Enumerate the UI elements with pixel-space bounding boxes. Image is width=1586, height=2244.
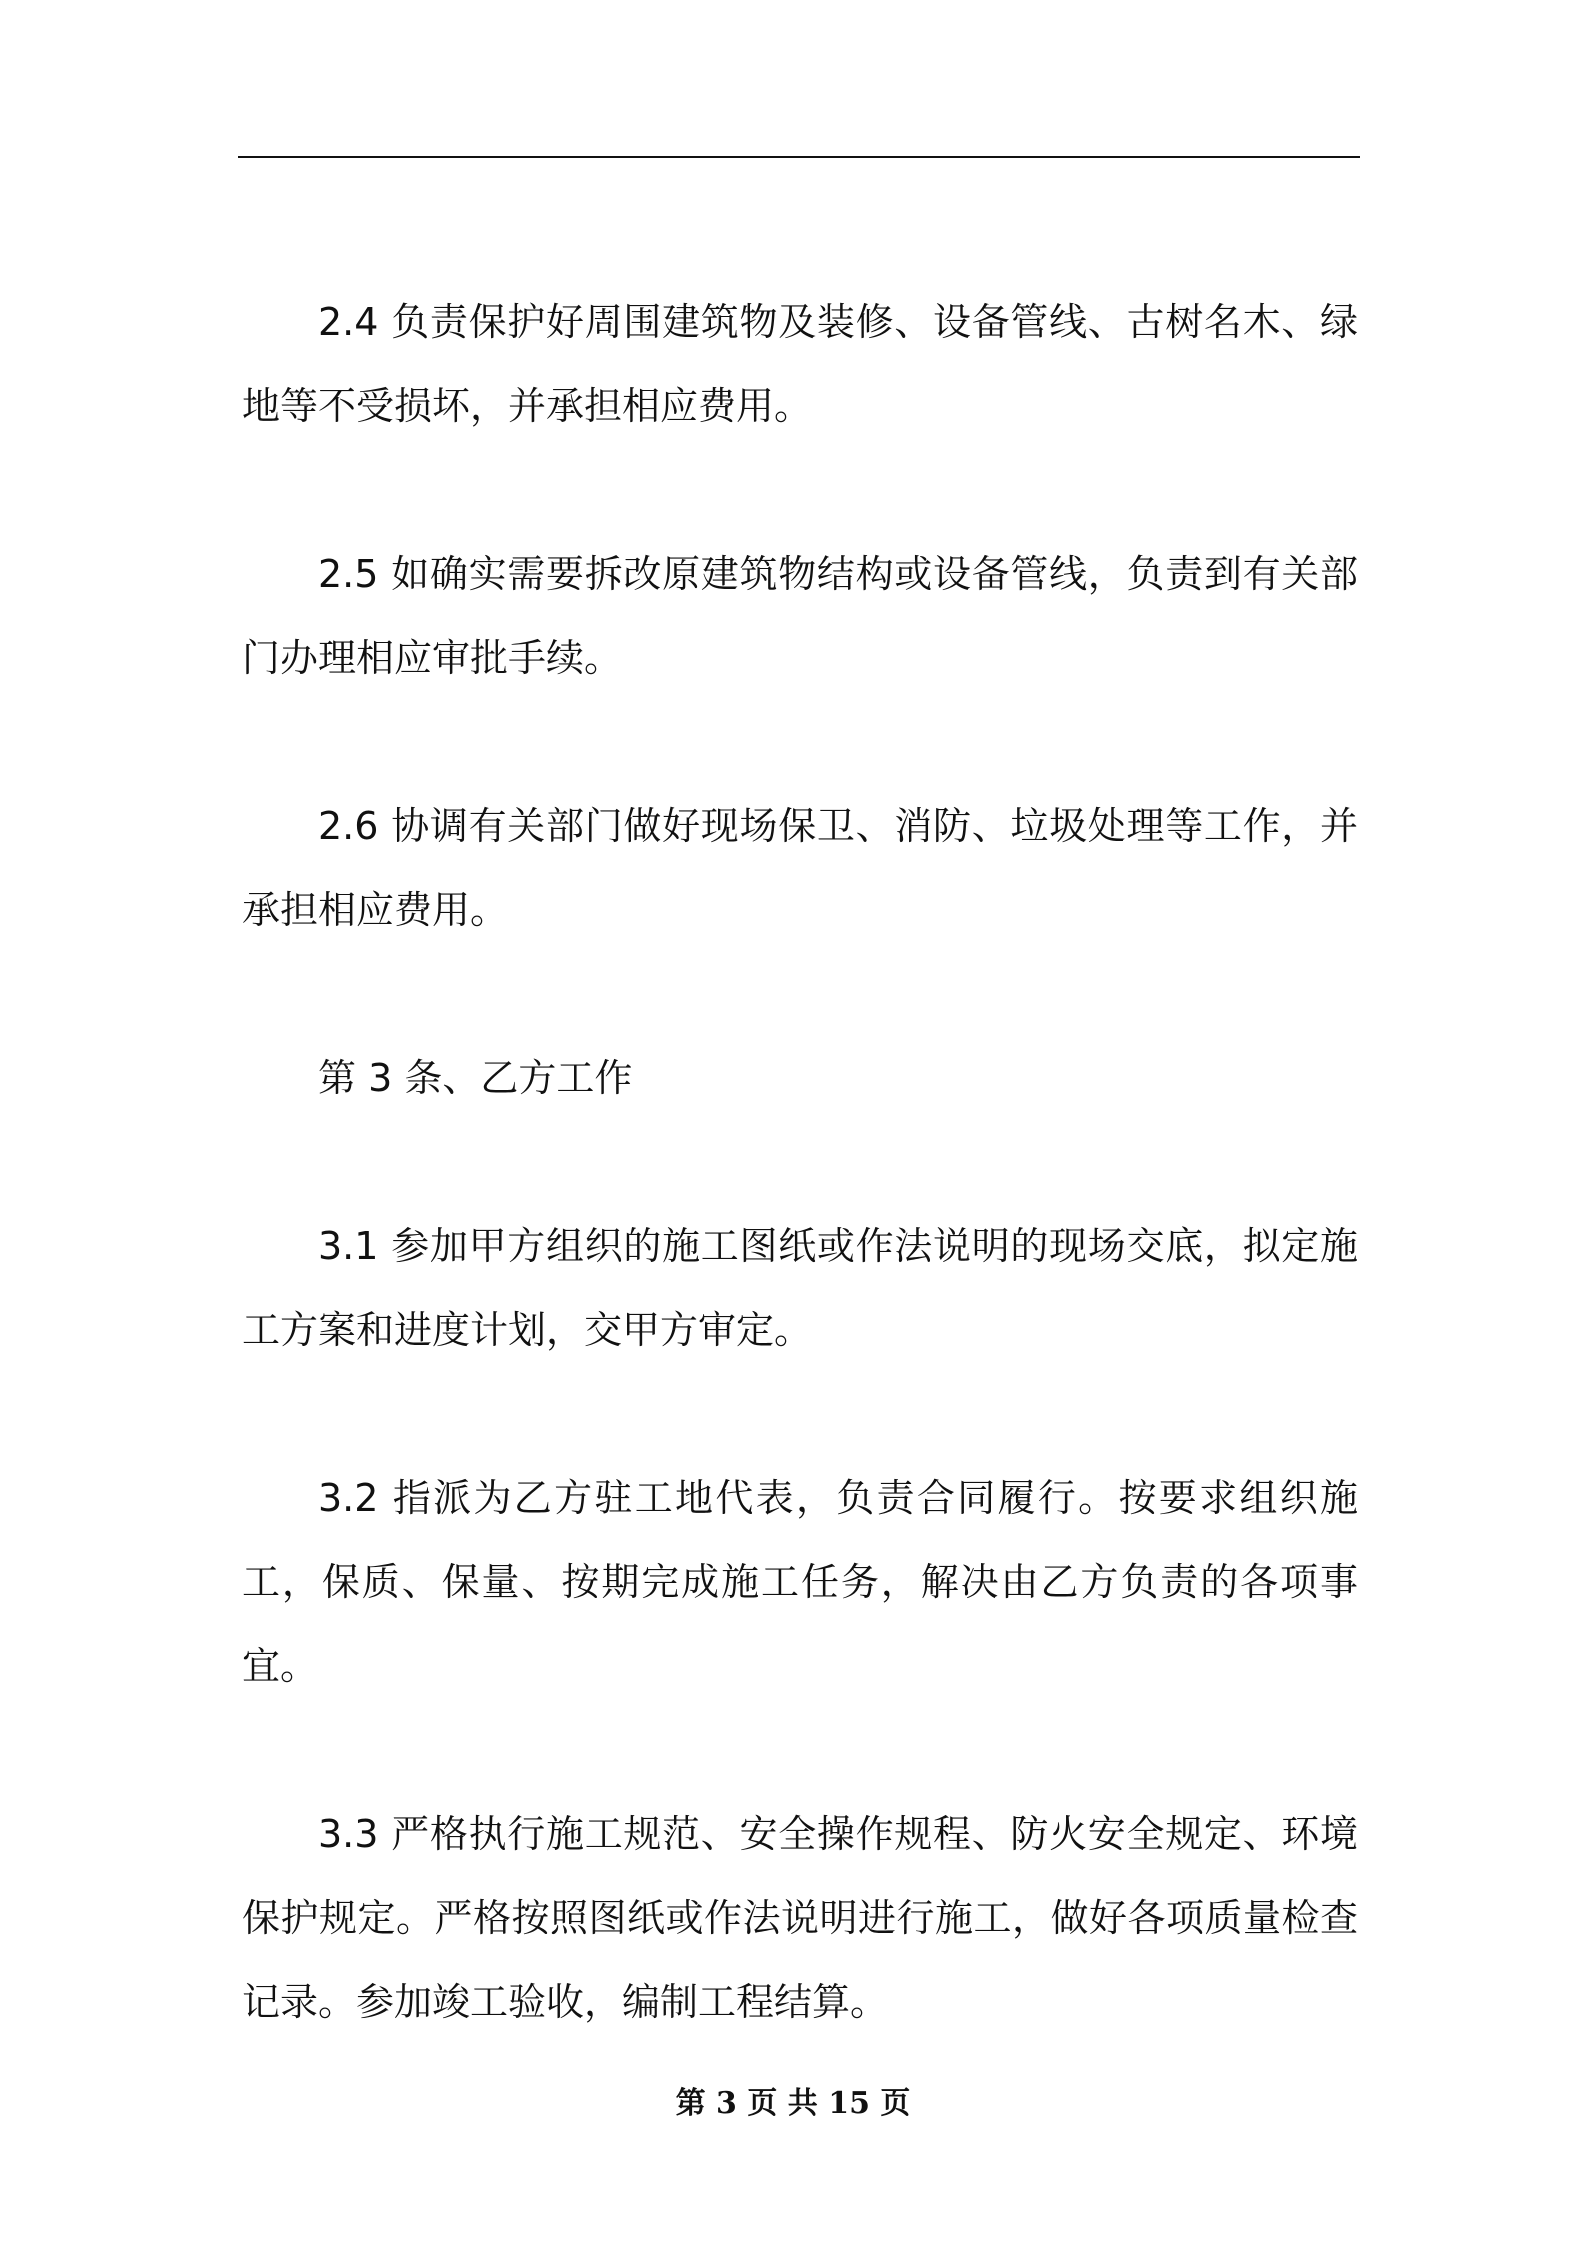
paragraph-3-2: 3.2 指派为乙方驻工地代表，负责合同履行。按要求组织施工，保质、保量、按期完成施工任务，解决由乙方负责的各项事宜。 [242,1476,1358,1688]
paragraph-3-1: 3.1 参加甲方组织的施工图纸或作法说明的现场交底，拟定施工方案和进度计划，交甲方审定。 [242,1224,1358,1352]
document-body [242,280,1358,2128]
page-number: 第 3 页 共 15 页 [675,2086,911,2121]
paragraph-2-5: 2.5 如确实需要拆改原建筑物结构或设备管线，负责到有关部门办理相应审批手续。 [242,552,1358,680]
paragraph-2-4: 2.4 负责保护好周围建筑物及装修、设备管线、古树名木、绿地等不受损坏，并承担相应费用。 [242,300,1358,428]
section-heading-article-3: 第 3 条、乙方工作 [318,1056,633,1100]
paragraph-3-3: 3.3 严格执行施工规范、安全操作规程、防火安全规定、环境保护规定。严格按照图纸或作法说明进行施工，做好各项质量检查记录。参加竣工验收，编制工程结算。 [242,1812,1358,2024]
header-rule [238,156,1360,158]
paragraph-2-6: 2.6 协调有关部门做好现场保卫、消防、垃圾处理等工作，并承担相应费用。 [242,804,1358,932]
